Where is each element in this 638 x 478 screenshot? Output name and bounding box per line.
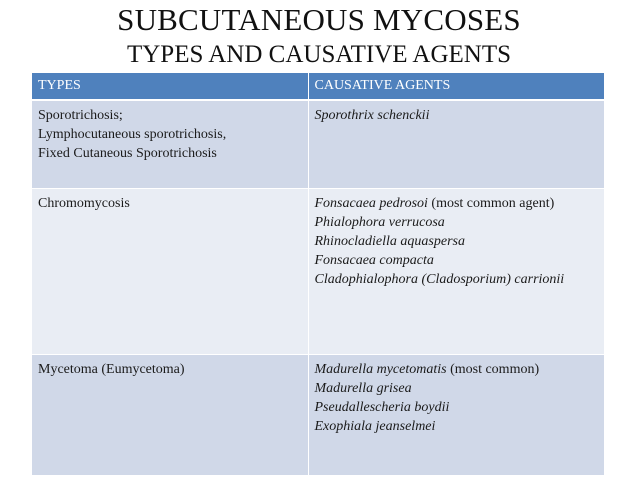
agent-note: (most common agent) (427, 195, 555, 211)
type-line: Mycetoma (Eumycetoma) (38, 361, 185, 377)
agent-name: Sporothrix schenckii (314, 108, 430, 123)
agent-name: Pseudallescheria boydii (314, 399, 450, 415)
agent-name: Rhinocladiella aquaspersa (314, 233, 465, 249)
agent-line (315, 360, 599, 379)
agent-name: Madurella grisea (314, 380, 412, 396)
agents-cell (308, 354, 604, 475)
mycoses-table (32, 73, 604, 476)
type-line: Sporotrichosis; (38, 108, 123, 123)
table-header-row (32, 73, 604, 100)
table-row (32, 100, 604, 188)
header-types: TYPES (32, 73, 308, 100)
type-line: Lymphocutaneous sporotrichosis, (38, 127, 227, 142)
agent-name: Phialophora verrucosa (314, 214, 445, 230)
agent-name: Fonsacaea compacta (314, 252, 434, 268)
agent-name: Exophiala jeanselmei (314, 418, 436, 434)
agents-cell (308, 100, 604, 188)
type-line: Chromomycosis (38, 195, 130, 211)
table-row (32, 354, 604, 475)
agent-name: Cladophialophora (Cladosporium) carrionii (314, 271, 565, 287)
agent-line (315, 194, 599, 213)
agent-name: Madurella mycetomatis (314, 361, 447, 377)
table-row (32, 188, 604, 354)
slide-subtitle: TYPES AND CAUSATIVE AGENTS (126, 41, 512, 68)
type-cell (32, 188, 308, 354)
agent-name: Fonsacaea pedrosoi (314, 195, 428, 211)
slide-title: SUBCUTANEOUS MYCOSES (117, 2, 521, 37)
type-line: Fixed Cutaneous Sporotrichosis (38, 146, 217, 161)
type-cell (32, 354, 308, 475)
header-causative-agents: CAUSATIVE AGENTS (308, 73, 604, 100)
type-cell (32, 100, 308, 188)
agent-line (315, 106, 599, 125)
agent-note: (most common) (446, 361, 540, 377)
agents-cell (308, 188, 604, 354)
